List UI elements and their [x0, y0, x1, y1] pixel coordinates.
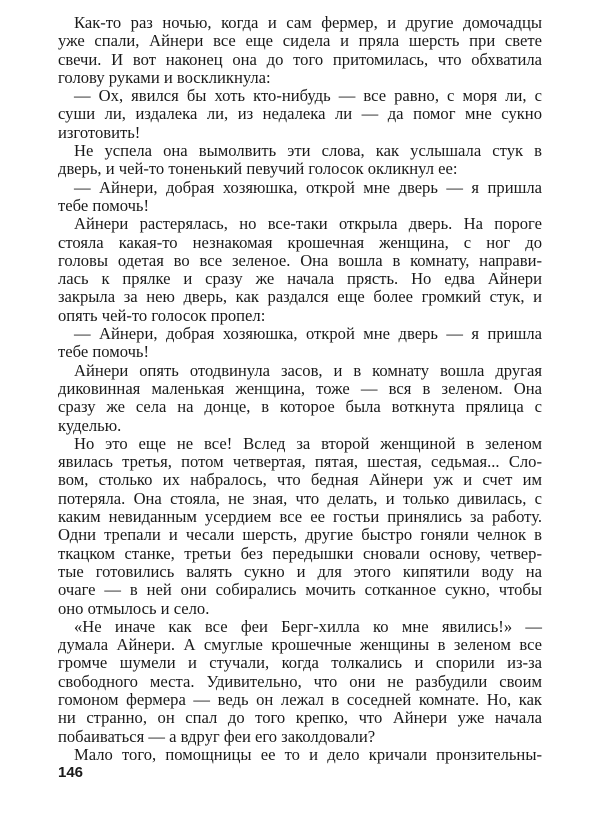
text-line: очаге — в ней они собирались мочить сотканное сукно, чтобы — [58, 580, 542, 600]
text-line: Айнери опять отодвинула засов, и в комнату вошла другая — [74, 360, 542, 380]
text-line: дверь, и чей-то тоненький певучий голосок окликнул ее: — [58, 159, 458, 179]
text-line: стояла какая-то незнакомая крошечная женщина, с ног до — [58, 232, 542, 252]
text-line: Не успела она вымолвить эти слова, как услышала стук в — [74, 141, 542, 161]
text-line: Мало того, помощницы ее то и дело кричали пронзительны- — [74, 744, 542, 764]
text-line: суши ли, издалека ли, из недалека ли — да помог мне сукно — [58, 104, 542, 124]
text-line: — Ох, явился бы хоть кто-нибудь — все равно, с моря ли, с — [74, 86, 542, 106]
text-line: тебе помочь! — [58, 342, 150, 362]
text-line: потеряла. Она стояла, не зная, что делать, и только дивилась, с — [58, 488, 542, 508]
text-line: Айнери растерялась, но все-таки открыла дверь. На пороге — [74, 214, 542, 234]
text-line: ни странно, он спал до того крепко, что Айнери уже начала — [58, 708, 542, 728]
text-line: ткацком станке, третьи без передышки сновали основу, четвер- — [58, 543, 542, 563]
text-line: куделью. — [58, 415, 122, 435]
text-line: гомоном фермера — ведь он лежал в соседней комнате. Но, как — [58, 689, 542, 709]
text-line: Как-то раз ночью, когда и сам фермер, и другие домочадцы — [74, 13, 542, 32]
text-line: Но это еще не все! Вслед за второй женщиной в зеленом — [74, 433, 542, 453]
text-line: вом, столько их набралось, что бедная Айнери уж и счет им — [58, 470, 542, 490]
text-line: явилась третья, потом четвертая, пятая, шестая, седьмая... Сло- — [58, 452, 542, 472]
text-line: свободного места. Удивительно, что они не разбудили своим — [58, 671, 542, 691]
text-line: закрыла за нею дверь, как раздался еще более громкий стук, и — [58, 287, 542, 307]
text-line: — Айнери, добрая хозяюшка, открой мне дверь — я пришла — [74, 177, 542, 197]
text-line: оно отмылось и село. — [58, 598, 210, 618]
text-line: — Айнери, добрая хозяюшка, открой мне дверь — я пришла — [74, 324, 542, 344]
text-line: уже спали, Айнери все еще сидела и пряла шерсть при свете — [58, 31, 542, 51]
text-line: голову руками и воскликнула: — [58, 67, 271, 87]
text-line: опять чей-то голосок пропел: — [58, 305, 266, 325]
text-line: тые готовились валять сукно и для этого кипятили воду на — [58, 561, 542, 581]
text-line: свечи. И вот наконец она до того притомилась, что обхватила — [58, 49, 542, 69]
text-line: громче шумели и стучали, когда толкались и спорили из-за — [58, 653, 542, 673]
text-line: лась к прялке и сразу же начала прясть. Но едва Айнери — [58, 269, 542, 289]
text-line: каким невиданным усердием все ее гостьи принялись за работу. — [58, 507, 542, 527]
page-text — [58, 14, 542, 764]
text-line: изготовить! — [58, 122, 141, 142]
text-line: тебе помочь! — [58, 195, 150, 215]
text-line: побаиваться — а вдруг феи его заколдовали? — [58, 726, 376, 746]
text-line: диковинная маленькая женщина, тоже — вся в зеленом. Она — [58, 378, 542, 398]
page-number: 146 — [58, 764, 84, 781]
text-line: головы одетая во все зеленое. Она вошла в комнату, направи- — [58, 250, 542, 270]
text-line: сразу же села на донце, в которое была воткнута прялица с — [58, 397, 542, 417]
text-line: думала Айнери. А смуглые крошечные женщины в зеленом все — [58, 635, 542, 655]
text-line: «Не иначе как все феи Берг-хилла ко мне явились!» — — [74, 616, 542, 636]
text-line: Одни трепали и чесали шерсть, другие быстро гоняли челнок в — [58, 525, 542, 545]
